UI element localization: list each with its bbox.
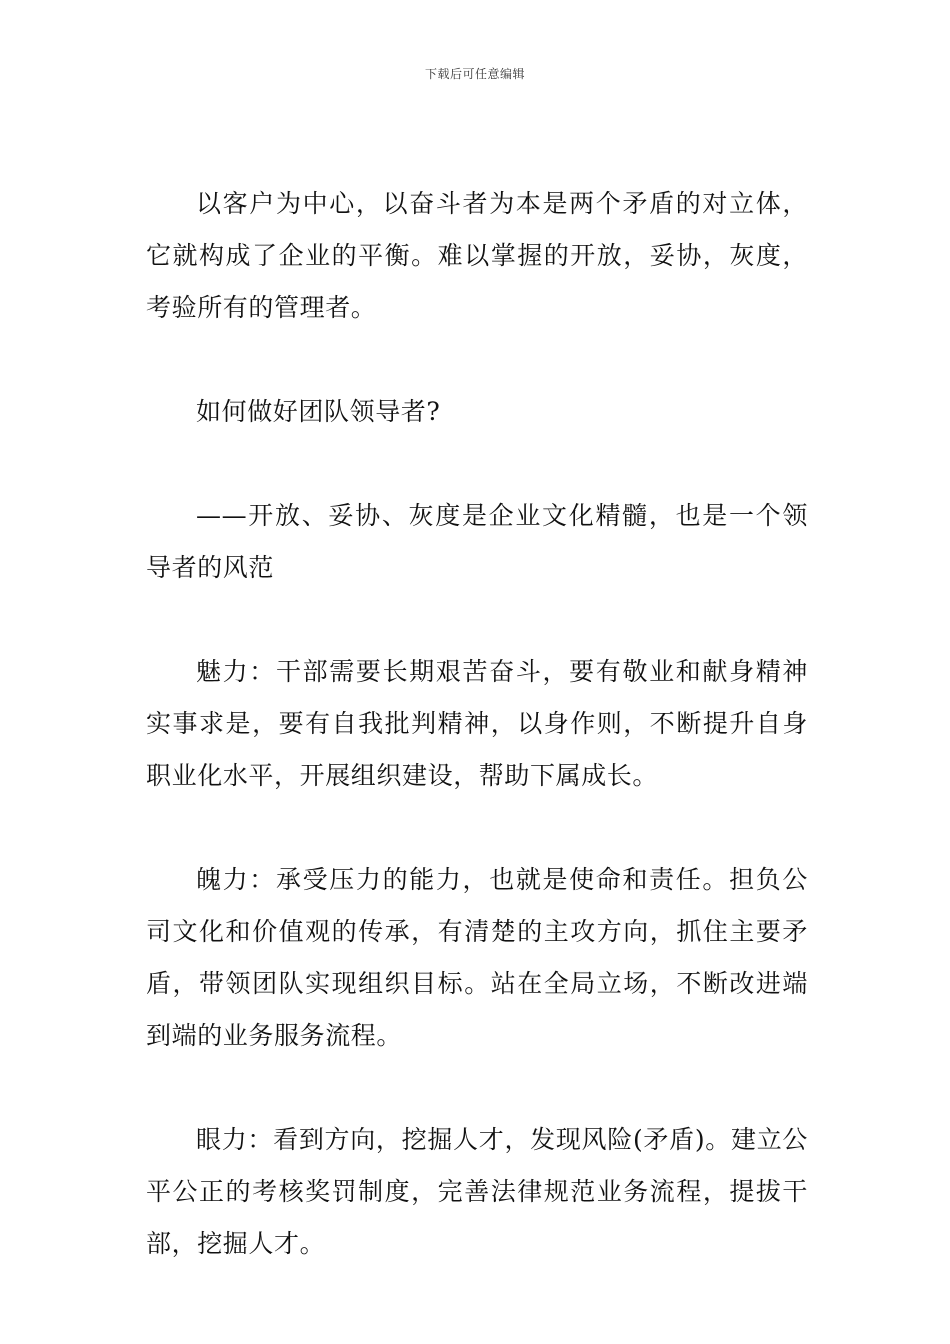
paragraph-intro: 以客户为中心，以奋斗者为本是两个矛盾的对立体，它就构成了企业的平衡。难以掌握的开放，妥协，灰度，考验所有的管理者。 (146, 189, 808, 322)
document-body (146, 178, 808, 1270)
paragraph-gap (146, 802, 808, 854)
paragraph-question: 如何做好团队领导者? (196, 397, 441, 426)
paragraph-vision: 眼力：看到方向，挖掘人才，发现风险(矛盾)。建立公平公正的考核奖罚制度，完善法律规范业务流程，提拔干部，挖掘人才。 (146, 1125, 808, 1258)
paragraph-gap (146, 1062, 808, 1114)
paragraph-gap (146, 438, 808, 490)
paragraph-charisma: 魅力：干部需要长期艰苦奋斗，要有敬业和献身精神实事求是，要有自我批判精神，以身作则，不断提升自身职业化水平，开展组织建设，帮助下属成长。 (146, 657, 808, 790)
paragraph-courage: 魄力：承受压力的能力，也就是使命和责任。担负公司文化和价值观的传承，有清楚的主攻方向，抓住主要矛盾，带领团队实现组织目标。站在全局立场，不断改进端到端的业务服务流程。 (146, 865, 808, 1050)
paragraph-gap (146, 594, 808, 646)
paragraph-gap (146, 334, 808, 386)
paragraph-answer: ——开放、妥协、灰度是企业文化精髓，也是一个领导者的风范 (146, 501, 808, 582)
page-header: 下载后可任意编辑 (424, 67, 525, 81)
